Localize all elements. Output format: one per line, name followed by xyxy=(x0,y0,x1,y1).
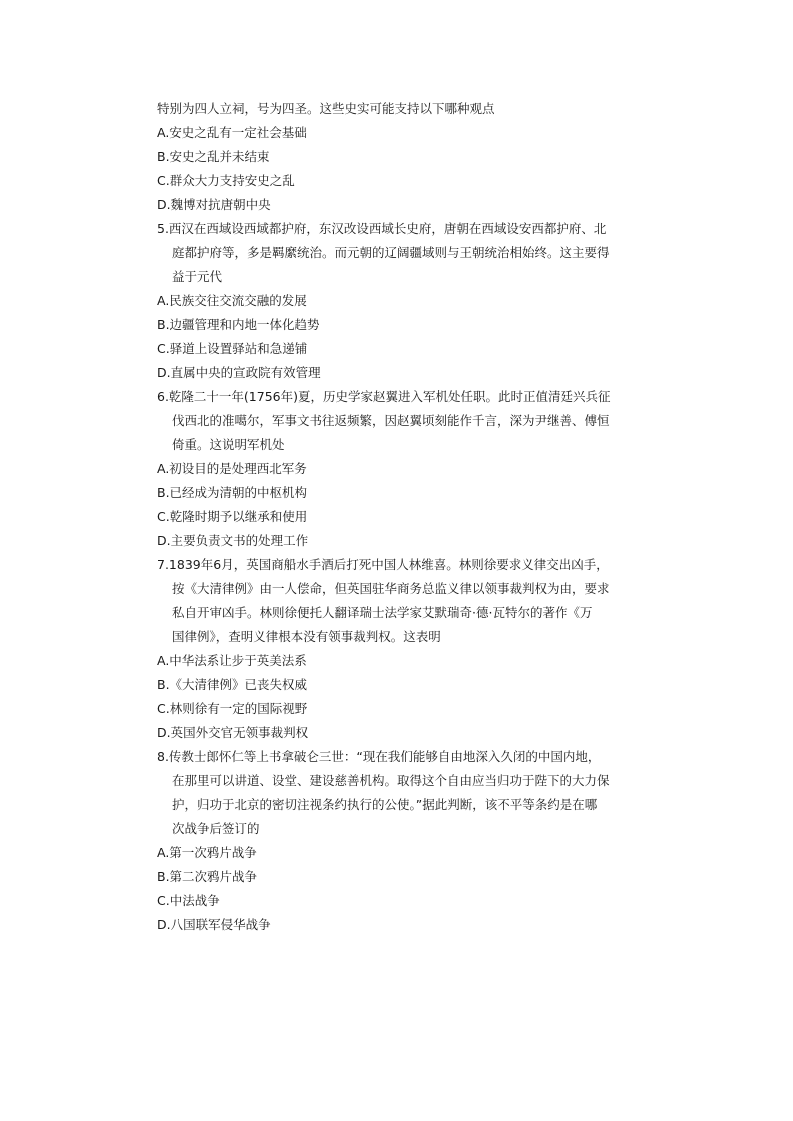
question-6 xyxy=(157,385,647,553)
question-4-stem-tail: 特别为四人立祠，号为四圣。这些史实可能支持以下哪种观点 xyxy=(157,101,495,116)
question-4-option-d: D.魏博对抗唐朝中央 xyxy=(157,197,271,212)
question-6-option-d: D.主要负责文书的处理工作 xyxy=(157,533,309,548)
question-7-option-c: C.林则徐有一定的国际视野 xyxy=(157,701,308,716)
question-8-option-a: A.第一次鸦片战争 xyxy=(157,845,257,860)
question-7-option-a: A.中华法系让步于英美法系 xyxy=(157,653,307,668)
question-6-stem-line: 伐西北的准噶尔，军事文书往返频繁，因赵翼顷刻能作千言，深为尹继善、傅恒 xyxy=(172,413,610,428)
question-6-option-c: C.乾隆时期予以继承和使用 xyxy=(157,509,308,524)
question-5 xyxy=(157,217,647,385)
question-8 xyxy=(157,745,647,937)
question-8-stem-line: 8.传教士郎怀仁等上书拿破仑三世：“现在我们能够自由地深入久闭的中国内地， xyxy=(157,749,601,764)
question-5-stem-line: 益于元代 xyxy=(172,269,223,284)
question-5-stem-line: 庭都护府等，多是羁縻统治。而元朝的辽阔疆域则与王朝统治相始终。这主要得 xyxy=(172,245,610,260)
question-7-option-d: D.英国外交官无领事裁判权 xyxy=(157,725,309,740)
question-7-stem-line: 7.1839年6月，英国商船水手酒后打死中国人林维喜。林则徐要求义律交出凶手， xyxy=(157,557,609,572)
question-7-stem-line: 私自开审凶手。林则徐便托人翻译瑞士法学家艾默瑞奇·德·瓦特尔的著作《万 xyxy=(172,605,593,620)
question-6-option-b: B.已经成为清朝的中枢机构 xyxy=(157,485,308,500)
question-6-stem-line: 6.乾隆二十一年(1756年)夏，历史学家赵翼进入军机处任职。此时正值清廷兴兵征 xyxy=(157,389,611,404)
question-6-option-a: A.初设目的是处理西北军务 xyxy=(157,461,307,476)
question-4-option-c: C.群众大力支持安史之乱 xyxy=(157,173,295,188)
question-8-stem-line: 护，归功于北京的密切注视条约执行的公使。”据此判断，该不平等条约是在哪 xyxy=(172,797,598,812)
question-5-stem-line: 5.西汉在西域设西域都护府，东汉改设西域长史府，唐朝在西域设安西都护府、北 xyxy=(157,221,607,236)
question-6-stem-line: 倚重。这说明军机处 xyxy=(172,437,285,452)
question-8-stem-line: 在那里可以讲道、设堂、建设慈善机构。取得这个自由应当归功于陛下的大力保 xyxy=(172,773,610,788)
question-8-option-c: C.中法战争 xyxy=(157,893,220,908)
question-8-option-d: D.八国联军侵华战争 xyxy=(157,917,271,932)
question-4-option-a: A.安史之乱有一定社会基础 xyxy=(157,125,307,140)
question-8-stem-line: 次战争后签订的 xyxy=(172,821,260,836)
question-7-stem-line: 国律例》，查明义律根本没有领事裁判权。这表明 xyxy=(172,629,441,644)
question-5-option-d: D.直属中央的宣政院有效管理 xyxy=(157,365,321,380)
question-7-option-b: B.《大清律例》已丧失权威 xyxy=(157,677,308,692)
question-5-option-b: B.边疆管理和内地一体化趋势 xyxy=(157,317,320,332)
question-4-option-b: B.安史之乱并未结束 xyxy=(157,149,270,164)
question-7-stem-line: 按《大清律例》由一人偿命，但英国驻华商务总监义律以领事裁判权为由，要求 xyxy=(172,581,610,596)
question-5-option-a: A.民族交往交流交融的发展 xyxy=(157,293,307,308)
question-7 xyxy=(157,553,647,745)
document-page xyxy=(157,97,647,937)
question-5-option-c: C.驿道上设置驿站和急递铺 xyxy=(157,341,308,356)
question-8-option-b: B.第二次鸦片战争 xyxy=(157,869,258,884)
